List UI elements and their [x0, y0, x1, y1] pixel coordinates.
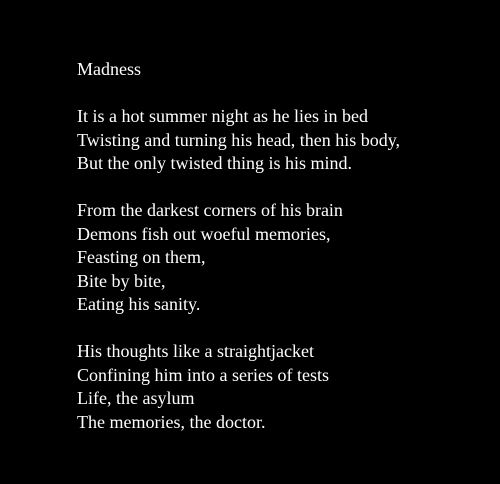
stanza-1 [77, 105, 477, 176]
poem-line: It is a hot summer night as he lies in bed [77, 106, 368, 126]
poem-line: Feasting on them, [77, 247, 206, 267]
poem-line: Confining him into a series of tests [77, 364, 329, 385]
poem [77, 58, 477, 434]
stanza-3 [77, 340, 477, 434]
poem-line: The memories, the doctor. [77, 411, 266, 432]
poem-title: Madness [77, 59, 141, 79]
poem-line: Demons fish out woeful memories, [77, 223, 331, 244]
poem-line: His thoughts like a straightjacket [77, 341, 314, 361]
poem-line: But the only twisted thing is his mind. [77, 153, 353, 173]
poem-line: Eating his sanity. [77, 294, 201, 314]
poem-line: Life, the asylum [77, 388, 195, 408]
poem-line: Bite by bite, [77, 270, 166, 291]
stanza-2 [77, 199, 477, 317]
poem-line: Twisting and turning his head, then his body, [77, 129, 401, 150]
poem-line: From the darkest corners of his brain [77, 200, 343, 220]
